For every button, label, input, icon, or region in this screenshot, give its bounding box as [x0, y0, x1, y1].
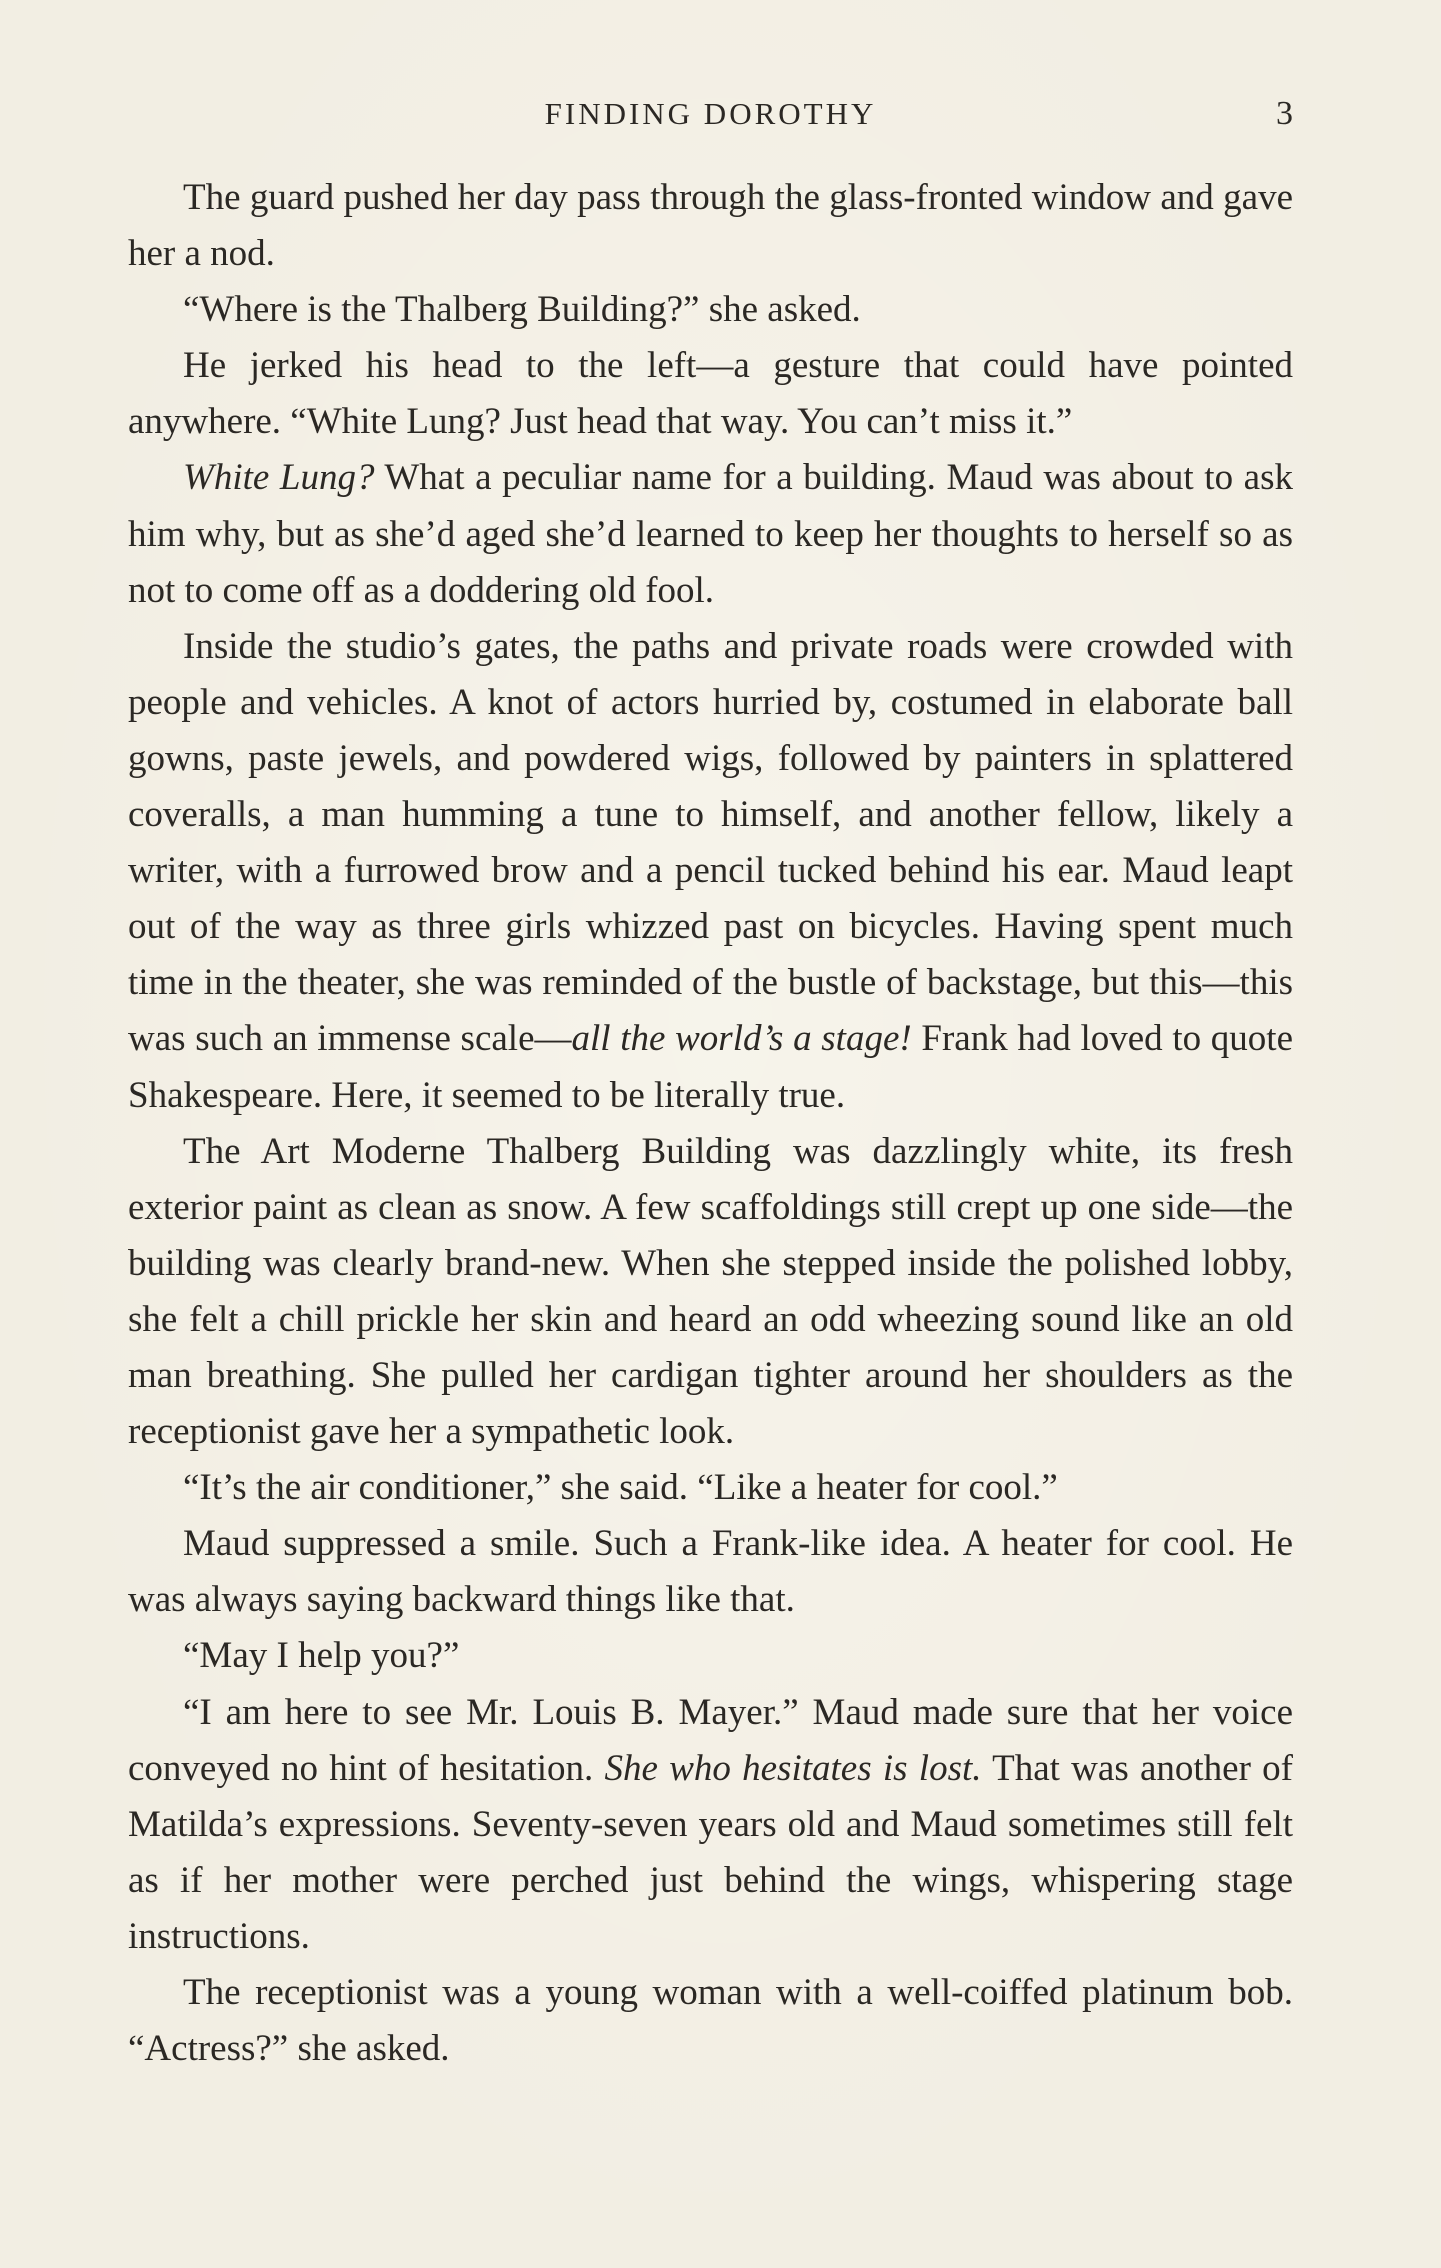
- text-run: The guard pushed her day pass through the glass-fronted window and gave her a nod.: [128, 177, 1293, 275]
- text-run: Maud suppressed a smile. Such a Frank-like idea. A heater for cool. He was always saying backward things like that.: [128, 1523, 1293, 1621]
- text-run: “Where is the Thalberg Building?” she asked.: [183, 289, 861, 331]
- paragraph: [128, 1124, 1293, 1461]
- paragraph: [128, 338, 1293, 450]
- text-run: That was another of Matilda’s expressions. Seventy-seven years old and Maud sometimes still felt as if her mother were perched just behind the wings, whispering stage instructions.: [128, 1747, 1293, 1957]
- running-title: FINDING DOROTHY: [544, 96, 877, 131]
- paragraph: [128, 619, 1293, 1124]
- paragraph: [128, 1628, 1293, 1684]
- text-run: Frank had loved to quote Shakespeare. Here, it seemed to be literally true.: [128, 1018, 1293, 1116]
- text-run: “I am here to see Mr. Louis B. Mayer.” Maud made sure that her voice conveyed no hint of hesitation.: [128, 1691, 1293, 1789]
- text-run: He jerked his head to the left—a gesture that could have pointed anywhere. “White Lung? Just head that way. You can’t miss it.”: [128, 345, 1293, 443]
- text-run: “May I help you?”: [183, 1635, 460, 1677]
- italic-run: White Lung?: [183, 457, 375, 499]
- page-header: [128, 92, 1293, 136]
- paragraph: [128, 1460, 1293, 1516]
- paragraph: [128, 450, 1293, 618]
- paragraph: [128, 1965, 1293, 2077]
- text-run: The receptionist was a young woman with a well-coiffed platinum bob. “Actress?” she asked.: [128, 1972, 1293, 2070]
- paragraph: [128, 282, 1293, 338]
- text-run: Inside the studio’s gates, the paths and private roads were crowded with people and vehicles. A knot of actors hurried by, costumed in elaborate ball gowns, paste jewels, and powdered wigs, followed by painters in splattered coveralls, a man humming a tune to himself, and another fellow, likely a writer, with a furrowed brow and a pencil tucked behind his ear. Maud leapt out of the way as three girls whizzed past on bicycles. Having spent much time in the theater, she was reminded of the bustle of backstage, but this—this was such an immense scale—: [128, 625, 1293, 1060]
- paragraph: [128, 170, 1293, 282]
- page-number: 3: [1276, 95, 1293, 132]
- paragraph: [128, 1516, 1293, 1628]
- italic-run: She who hesitates is lost.: [604, 1747, 982, 1789]
- italic-run: all the world’s a stage!: [571, 1018, 912, 1060]
- paragraph: [128, 1685, 1293, 1965]
- text-run: What a peculiar name for a building. Maud was about to ask him why, but as she’d aged she’d learned to keep her thoughts to herself so as not to come off as a doddering old fool.: [128, 457, 1293, 611]
- text-run: “It’s the air conditioner,” she said. “Like a heater for cool.”: [183, 1467, 1058, 1509]
- body-text: [128, 170, 1293, 2077]
- text-run: The Art Moderne Thalberg Building was dazzlingly white, its fresh exterior paint as clean as snow. A few scaffoldings still crept up one side—the building was clearly brand-new. When she stepped inside the polished lobby, she felt a chill prickle her skin and heard an odd wheezing sound like an old man breathing. She pulled her cardigan tighter around her shoulders as the receptionist gave her a sympathetic look.: [128, 1130, 1293, 1453]
